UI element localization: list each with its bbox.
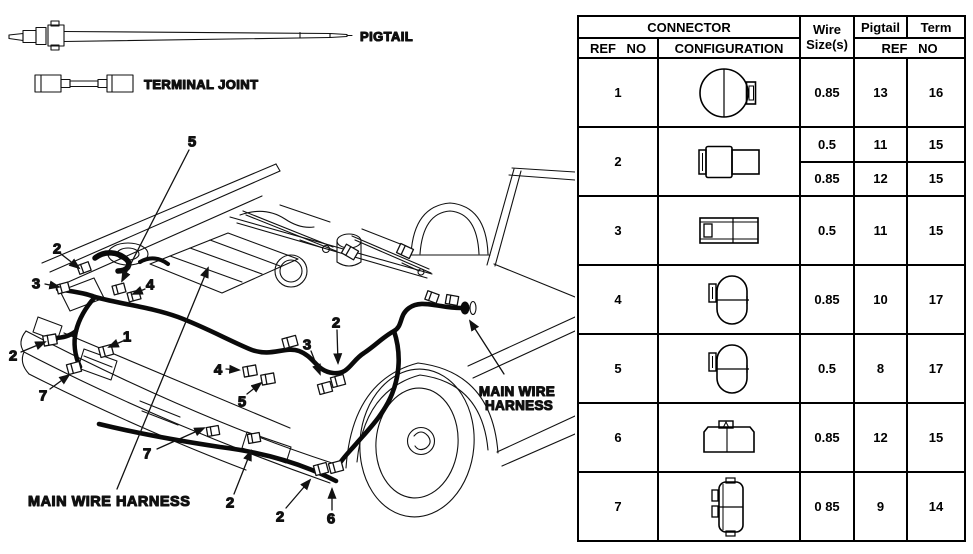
connector-ref-no-cell: 3: [578, 196, 658, 265]
connector-ref-no-cell: 7: [578, 472, 658, 541]
connector-configuration-tallcapsule-icon: [658, 472, 800, 541]
wire-size-cell: 0.5: [800, 127, 854, 162]
connector-configuration-capsule-icon: [658, 334, 800, 403]
wire-size-cell: 0.5: [800, 196, 854, 265]
header-connector: CONNECTOR: [578, 16, 800, 38]
header-term: Term: [907, 16, 965, 38]
connector-ref-no-cell: 4: [578, 265, 658, 334]
connector-ref-no-cell: 1: [578, 58, 658, 127]
connector-ref-no-cell: 2: [578, 127, 658, 196]
callout-label-2: 2: [8, 347, 18, 365]
connector-table: [577, 15, 966, 542]
connector-ref-no-cell: 6: [578, 403, 658, 472]
connector-configuration-lowwide-icon: [658, 403, 800, 472]
table-row: [578, 127, 965, 162]
callout-label-4: 4: [145, 276, 155, 294]
wire-size-cell: 0.85: [800, 403, 854, 472]
term-no-cell: 14: [907, 472, 965, 541]
terminal-joint-art: [35, 75, 133, 92]
pigtail-ref-cell: 8: [854, 334, 907, 403]
header-pigtail: Pigtail: [854, 16, 907, 38]
connector-configuration-plug-icon: [658, 127, 800, 196]
term-no-cell: 16: [907, 58, 965, 127]
terminal-joint-label: TERMINAL JOINT: [144, 77, 259, 92]
pigtail-ref-cell: 10: [854, 265, 907, 334]
callout-label-4: 4: [213, 361, 223, 379]
term-no-cell: 15: [907, 162, 965, 197]
term-no-cell: 17: [907, 334, 965, 403]
main-wire-harness-label-right-line1: MAIN WIRE: [478, 384, 556, 399]
header-configuration: CONFIGURATION: [658, 38, 800, 58]
term-no-cell: 15: [907, 196, 965, 265]
callout-label-3: 3: [302, 336, 312, 354]
wire-size-cell: 0.5: [800, 334, 854, 403]
connector-table-body: [578, 58, 965, 541]
main-wire-harness-label-right-line2: HARNESS: [484, 398, 554, 413]
callout-label-2: 2: [225, 494, 235, 512]
callout-label-5: 5: [237, 393, 247, 411]
table-row: [578, 472, 965, 541]
table-row: [578, 403, 965, 472]
callout-label-2: 2: [275, 508, 285, 526]
pigtail-ref-cell: 12: [854, 162, 907, 197]
wire-size-cell: 0.85: [800, 58, 854, 127]
pigtail-ref-cell: 11: [854, 127, 907, 162]
term-no-cell: 15: [907, 403, 965, 472]
connector-configuration-widerect-icon: [658, 196, 800, 265]
connector-ref-no-cell: 5: [578, 334, 658, 403]
header-wire-line1: Wire: [812, 22, 842, 37]
header-ref-no: REF NO: [578, 38, 658, 58]
wire-size-cell: 0 85: [800, 472, 854, 541]
header-pigtail-term-ref-no: REF NO: [854, 38, 965, 58]
main-wire-harness-label-left: MAIN WIRE HARNESS: [28, 494, 191, 510]
callout-label-3: 3: [31, 275, 41, 293]
connector-glyphs: [43, 244, 459, 476]
callout-label-5: 5: [187, 133, 197, 151]
harness-grommet-ring: [470, 302, 476, 315]
callout-label-6: 6: [326, 510, 336, 528]
pigtail-art: [9, 21, 352, 50]
callout-label-2: 2: [52, 240, 62, 258]
header-wire-line2: Size(s): [806, 37, 848, 52]
wire-size-cell: 0.85: [800, 162, 854, 197]
pigtail-ref-cell: 11: [854, 196, 907, 265]
connector-configuration-capsule-icon: [658, 265, 800, 334]
callout-label-7: 7: [38, 387, 48, 405]
table-row: [578, 265, 965, 334]
header-wire-size: [800, 16, 854, 58]
callout-label-7: 7: [142, 445, 152, 463]
wire-size-cell: 0.85: [800, 265, 854, 334]
pigtail-ref-cell: 13: [854, 58, 907, 127]
term-no-cell: 17: [907, 265, 965, 334]
pigtail-ref-cell: 9: [854, 472, 907, 541]
table-row: [578, 58, 965, 127]
callout-label-2: 2: [331, 314, 341, 332]
callout-label-1: 1: [122, 328, 132, 346]
pigtail-label: PIGTAIL: [360, 29, 414, 44]
connector-configuration-round-icon: [658, 58, 800, 127]
table-row: [578, 334, 965, 403]
term-no-cell: 15: [907, 127, 965, 162]
pigtail-ref-cell: 12: [854, 403, 907, 472]
harness-grommet: [461, 302, 470, 315]
table-row: [578, 196, 965, 265]
